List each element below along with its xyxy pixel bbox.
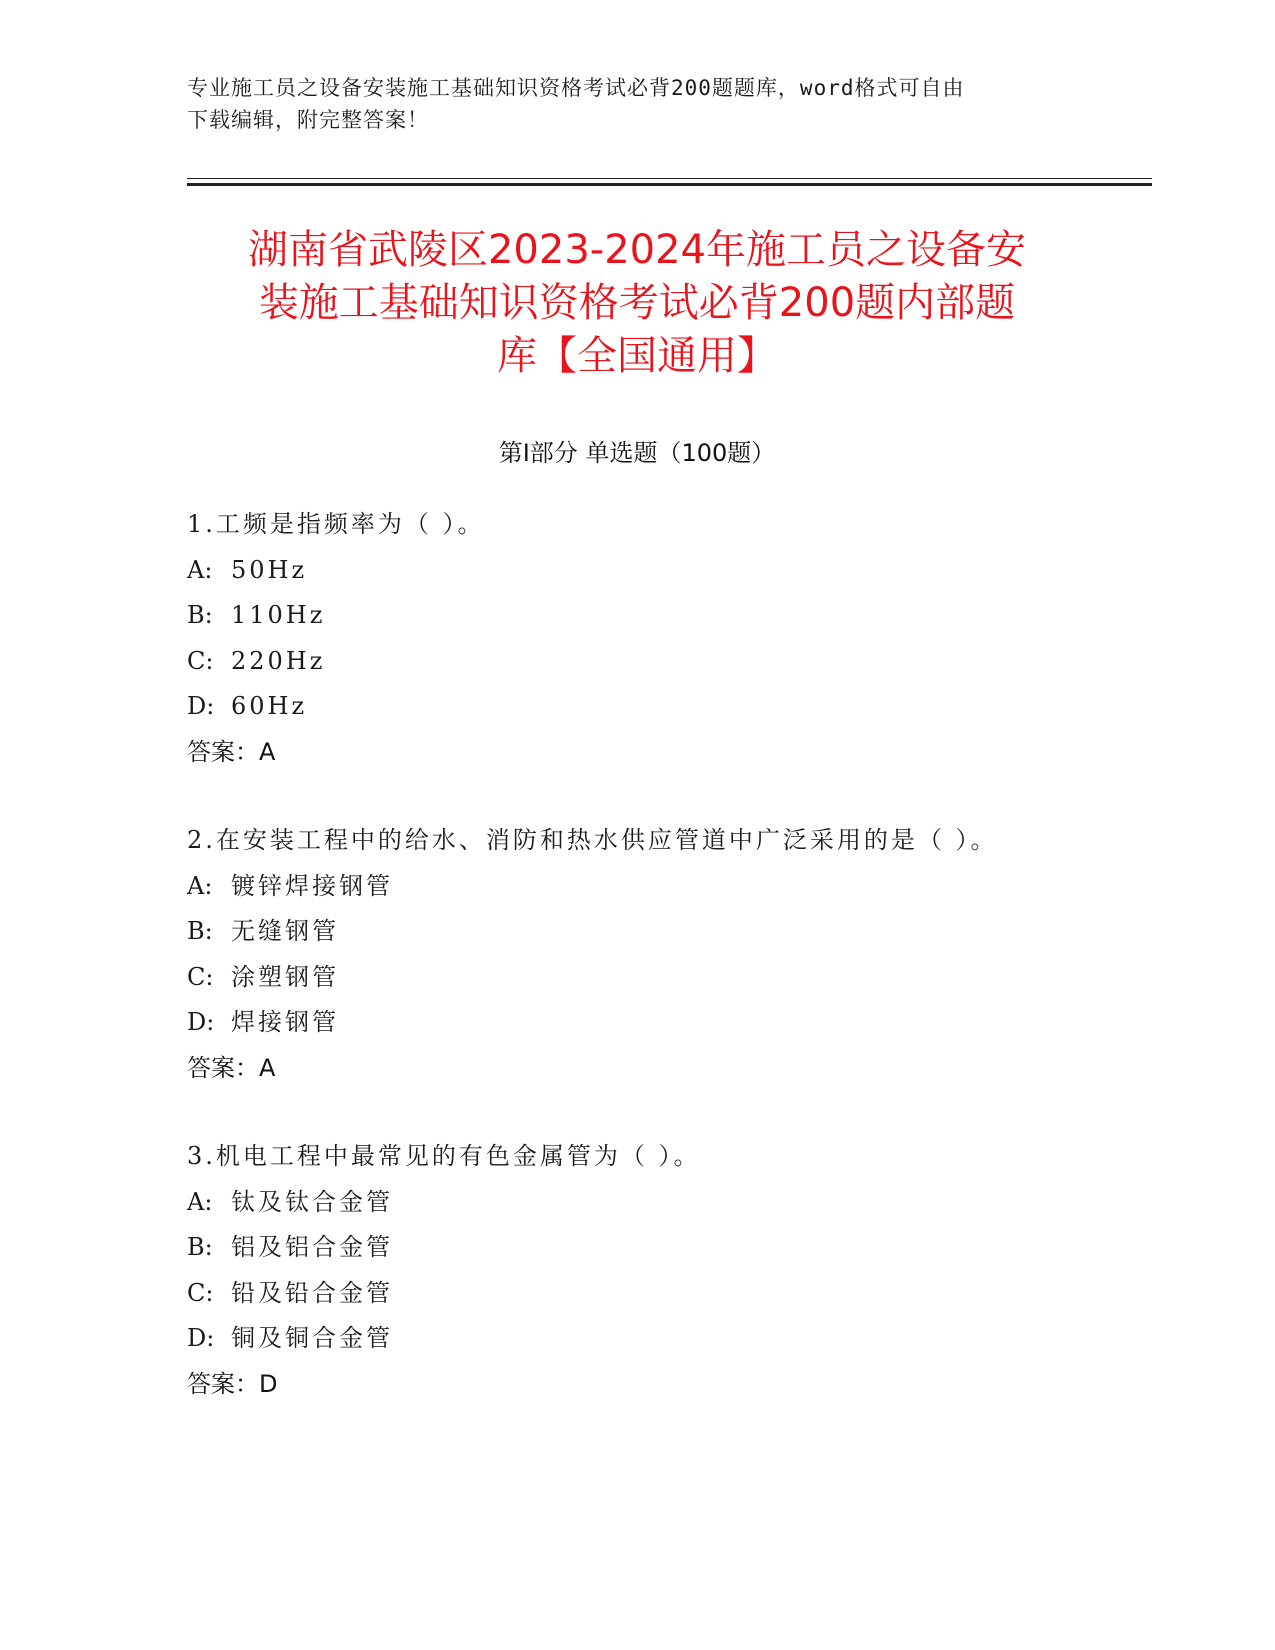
option-b [187,909,1167,955]
option-text: 220Hz [231,646,326,675]
option-letter: A: [187,555,213,584]
option-letter: D: [187,692,215,720]
option-letter: A: [187,1187,213,1216]
option-d [187,1000,1167,1046]
option-letter: C: [187,962,214,991]
question-stem: 3.机电工程中最常见的有色金属管为（ ）。 [187,1142,701,1170]
option-text: 镀锌焊接钢管 [231,871,393,900]
question-stem: 1.工频是指频率为（ ）。 [187,510,485,538]
title-line: 装施工基础知识资格考试必背200题内部题 [258,280,1016,326]
option-c [187,639,1167,685]
question-block [187,502,1167,775]
option-letter: D: [187,1008,215,1036]
question-block [187,1134,1167,1407]
option-d [187,684,1167,730]
answer-line: 答案：D [187,1369,278,1398]
option-a [187,1180,1167,1226]
option-letter: C: [187,1278,214,1307]
intro-line: 专业施工员之设备安装施工基础知识资格考试必背200题题库，word格式可自由 [187,76,965,100]
option-text: 铝及铝合金管 [231,1233,393,1261]
option-c [187,955,1167,1001]
header-divider-thick [187,183,1152,186]
option-text: 60Hz [231,692,308,720]
intro-paragraph [187,72,1077,136]
option-b [187,593,1167,639]
title-line: 湖南省武陵区2023-2024年施工员之设备安 [247,227,1027,273]
section-heading: 第Ⅰ部分 单选题（100题） [498,439,776,467]
option-letter: C: [187,646,214,675]
intro-line: 下载编辑，附完整答案！ [187,108,429,132]
answer-line: 答案：A [187,1053,276,1082]
answer-line: 答案：A [187,737,276,766]
title-line: 库【全国通用】 [497,333,777,379]
option-text: 涂塑钢管 [231,962,339,991]
option-text: 110Hz [231,601,326,629]
option-c [187,1271,1167,1317]
option-text: 焊接钢管 [231,1008,339,1036]
question-stem: 2.在安装工程中的给水、消防和热水供应管道中广泛采用的是（ ）。 [187,826,998,854]
option-a [187,548,1167,594]
option-a [187,864,1167,910]
option-letter: B: [187,917,213,945]
option-letter: A: [187,871,213,900]
option-letter: B: [187,1233,213,1261]
option-text: 铅及铅合金管 [231,1278,393,1307]
option-letter: D: [187,1324,215,1352]
option-d [187,1316,1167,1362]
option-b [187,1225,1167,1271]
header-divider-thin [187,178,1152,179]
option-text: 50Hz [231,555,308,584]
option-text: 无缝钢管 [231,917,339,945]
document-title [187,224,1087,383]
option-letter: B: [187,601,213,629]
question-block [187,818,1167,1091]
option-text: 铜及铜合金管 [231,1324,393,1352]
option-text: 钛及钛合金管 [231,1187,393,1216]
